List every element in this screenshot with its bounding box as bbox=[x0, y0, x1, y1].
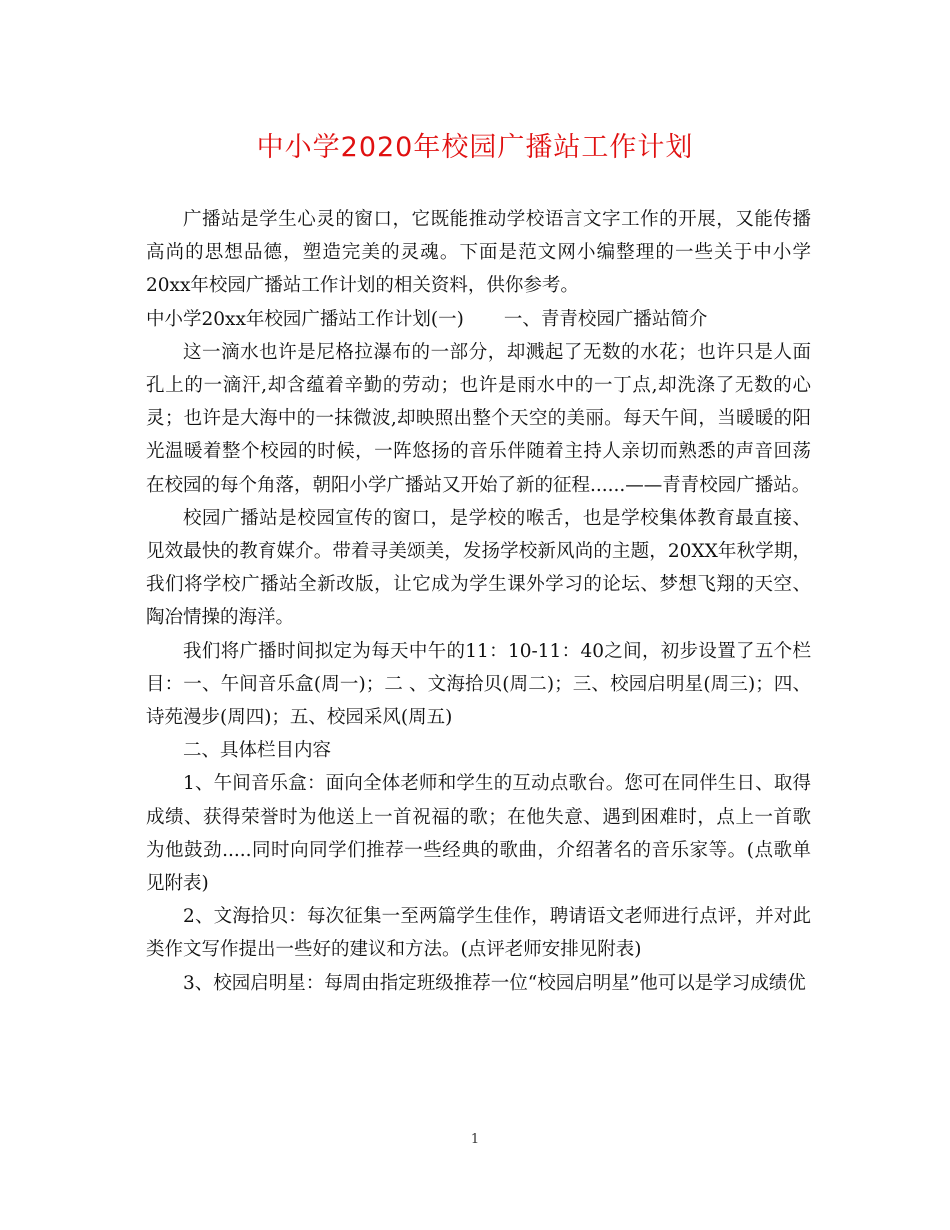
body-paragraph-1: 这一滴水也许是尼格拉瀑布的一部分，却溅起了无数的水花；也许只是人面孔上的一滴汗,却含蕴着辛勤的劳动；也许是雨水中的一丁点,却洗涤了无数的心灵；也许是大海中的一抹微波,却映照出整个天空的美丽。每天午间，当暖暖的阳光温暖着整个校园的时候，一阵悠扬的音乐伴随着主持人亲切而熟悉的声音回荡在校园的每个角落，朝阳小学广播站又开始了新的征程......——青青校园广播站。 bbox=[146, 341, 811, 496]
body-paragraph-2: 校园广播站是校园宣传的窗口，是学校的喉舌，也是学校集体教育最直接、见效最快的教育媒介。带着寻美颂美，发扬学校新风尚的主题，20XX年秋学期，我们将学校广播站全新改版，让它成为学生课外学习的论坛、梦想飞翔的天空、陶冶情操的海洋。 bbox=[146, 507, 811, 629]
page-number: 1 bbox=[470, 1132, 480, 1147]
list-item-2: 2、文海拾贝：每次征集一至两篇学生佳作，聘请语文老师进行点评，并对此类作文写作提出一些好的建议和方法。(点评老师安排见附表) bbox=[146, 906, 811, 961]
plan-subtitle: 中小学20xx年校园广播站工作计划(一) bbox=[146, 308, 464, 330]
section-heading-line bbox=[146, 303, 811, 336]
list-item-1: 1、午间音乐盒：面向全体老师和学生的互动点歌台。您可在同伴生日、取得成绩、获得荣誉时为他送上一首祝福的歌；在他失意、遇到困难时，点上一首歌为他鼓劲.....同时向同学们推荐一些经典的歌曲，介绍著名的音乐家等。(点歌单见附表) bbox=[146, 773, 811, 895]
document-title: 中小学2020年校园广播站工作计划 bbox=[256, 132, 694, 163]
list-item-3: 3、校园启明星：每周由指定班级推荐一位“校园启明星”他可以是学习成绩优 bbox=[183, 972, 806, 994]
section-heading-1: 一、青青校园广播站简介 bbox=[503, 308, 708, 330]
body-paragraph-3: 我们将广播时间拟定为每天中午的11：10-11：40之间，初步设置了五个栏目：一、午间音乐盒(周一)；二 、文海拾贝(周二)；三、校园启明星(周三)；四、诗苑漫步(周四)；五、校园采风(周五) bbox=[146, 640, 811, 729]
document-body bbox=[146, 203, 811, 1000]
section-heading-2: 二、具体栏目内容 bbox=[183, 740, 332, 762]
intro-paragraph: 广播站是学生心灵的窗口，它既能推动学校语言文字工作的开展，又能传播高尚的思想品德，塑造完美的灵魂。下面是范文网小编整理的一些关于中小学20xx年校园广播站工作计划的相关资料，供你参考。 bbox=[146, 209, 811, 297]
